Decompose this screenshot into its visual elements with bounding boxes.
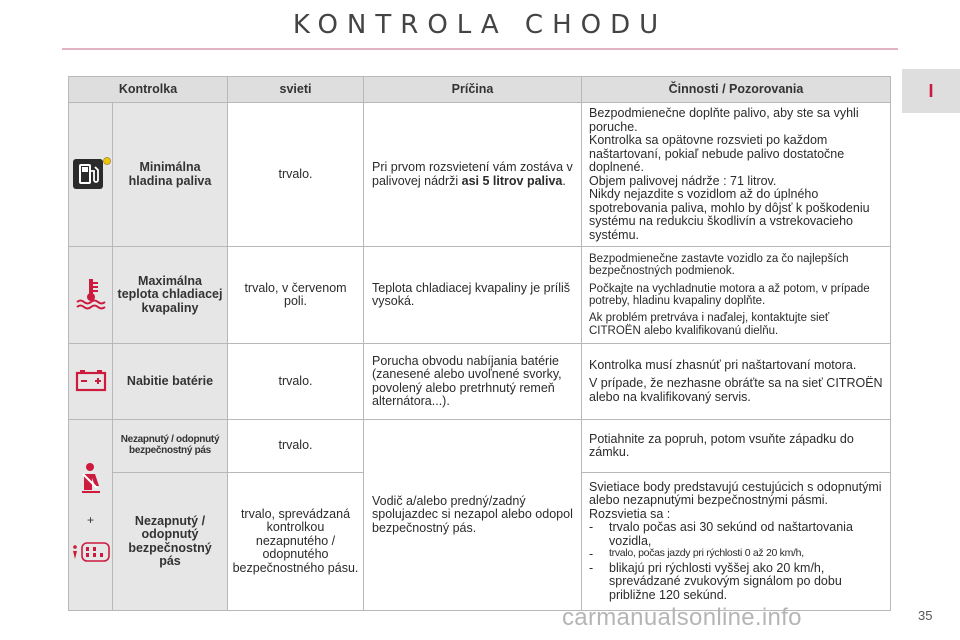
battery-icon [74, 367, 108, 397]
table-row-coolant [69, 247, 891, 344]
seatbelt-action-top: Potiahnite za popruh, potom vsuňte západku do zámku. [582, 420, 891, 473]
seatbelt-action-bottom [582, 473, 891, 611]
coolant-action [582, 247, 891, 344]
seatbelt-state-top: trvalo. [228, 420, 364, 473]
list-item [589, 521, 883, 548]
table-row-battery [69, 344, 891, 420]
coolant-action-1: Bezpodmienečne zastavte vozidlo za čo najlepších bezpečnostných podmienok. [589, 252, 849, 278]
table-row-fuel [69, 103, 891, 247]
seatbelt-bullet-1: trvalo počas asi 30 sekúnd od naštartovania vozidla, [609, 520, 853, 548]
plus-sign: + [86, 512, 94, 527]
coolant-action-2: Počkajte na vychladnutie motora a až potom, v prípade potreby, hladinu kvapaliny doplňte. [589, 282, 870, 307]
seatbelt-state-bottom: trvalo, sprevádzaná kontrolkou nezapnutého / odopnutého bezpečnostného pásu. [228, 473, 364, 611]
battery-name: Nabitie batérie [113, 344, 228, 420]
fuel-action-text: Bezpodmienečne doplňte palivo, aby ste sa vyhli poruche. Kontrolka sa opätovne rozsvieti po každom naštartovaní, pokiaľ nebude palivo dostatočne doplnené. Objem palivovej nádrže : 71 litrov. Nikdy nejazdite s vozidlom až do úplného spotrebovania paliva, mohlo by dôjsť k poškodeniu systému na redukciu škodlivín a vstrekovacieho systému. [589, 106, 870, 242]
table-row-seatbelt [69, 420, 891, 473]
coolant-name: Maximálna teplota chladiacej kvapaliny [113, 247, 228, 344]
header-kontrolka: Kontrolka [69, 77, 228, 103]
page-title: KONTROLA CHODU [292, 10, 668, 40]
list-item [589, 562, 883, 603]
table-header-row [69, 77, 891, 103]
bullet-marker: - [589, 560, 594, 575]
header-cinnosti: Činnosti / Pozorovania [582, 77, 891, 103]
seatbelt-icon [78, 462, 104, 500]
bullet-marker: - [589, 520, 594, 535]
seatbelt-icon-cell [69, 420, 113, 611]
header-pricina: Príčina [364, 77, 582, 103]
seatbelt-cause: Vodič a/alebo predný/zadný spolujazdec si nezapol alebo odopol bezpečnostný pás. [364, 420, 582, 611]
list-item [589, 548, 883, 562]
header-svieti: svieti [228, 77, 364, 103]
warning-lights-table [68, 76, 891, 611]
coolant-icon-cell [69, 247, 113, 344]
fuel-cause-bold: asi 5 litrov paliva [461, 173, 563, 188]
fuel-icon-cell [69, 103, 113, 247]
coolant-temperature-icon [74, 276, 108, 314]
seatbelt-bullet-3: blikajú pri rýchlosti vyššej ako 20 km/h, sprevádzané zvukovým signálom po dobu približne 120 sekúnd. [609, 560, 842, 602]
chapter-tab[interactable]: I [902, 69, 960, 113]
battery-action-1: Kontrolka musí zhasnúť pri naštartovaní motora. [589, 357, 857, 372]
battery-state: trvalo. [228, 344, 364, 420]
coolant-cause: Teplota chladiacej kvapaliny je príliš vysoká. [364, 247, 582, 344]
fuel-cause [364, 103, 582, 247]
seatbelt-bullet-2: trvalo, počas jazdy pri rýchlosti 0 až 20 km/h, [609, 547, 804, 560]
fuel-state: trvalo. [228, 103, 364, 247]
battery-action-2: V prípade, že nezhasne obráťte sa na sieť CITROËN alebo na kvalifikovaný servis. [589, 376, 883, 404]
title-divider [62, 48, 898, 50]
battery-icon-cell [69, 344, 113, 420]
battery-cause: Porucha obvodu nabíjania batérie (zanesené alebo uvoľnené svorky, povolený alebo pretrhnutý remeň alternátora...). [364, 344, 582, 420]
watermark: carmanualsonline.info [562, 604, 802, 631]
coolant-action-3: Ak problém pretrváva i naďalej, kontaktujte sieť CITROËN alebo kvalifikovanú dielňu. [589, 312, 830, 337]
seatbelt-action-intro: Svietiace body predstavujú cestujúcich s odopnutými alebo nezapnutými bezpečnostnými pásmi. Rozsvietia sa : [589, 479, 882, 521]
seatbelt-display-icon [71, 540, 111, 568]
page-number: 35 [918, 608, 933, 623]
fuel-name: Minimálna hladina paliva [113, 103, 228, 247]
bullet-marker: - [589, 547, 594, 562]
seatbelt-name-bottom: Nezapnutý / odopnutý bezpečnostný pás [113, 473, 228, 611]
seatbelt-name-top: Nezapnutý / odopnutý bezpečnostný pás [113, 420, 228, 473]
battery-action [582, 344, 891, 420]
coolant-state: trvalo, v červenom poli. [228, 247, 364, 344]
fuel-pump-icon [71, 153, 111, 197]
fuel-cause-end: . [562, 173, 566, 188]
fuel-action [582, 103, 891, 247]
fuel-cause-text: Pri prvom rozsvietení vám zostáva v palivovej nádrži [372, 160, 573, 188]
